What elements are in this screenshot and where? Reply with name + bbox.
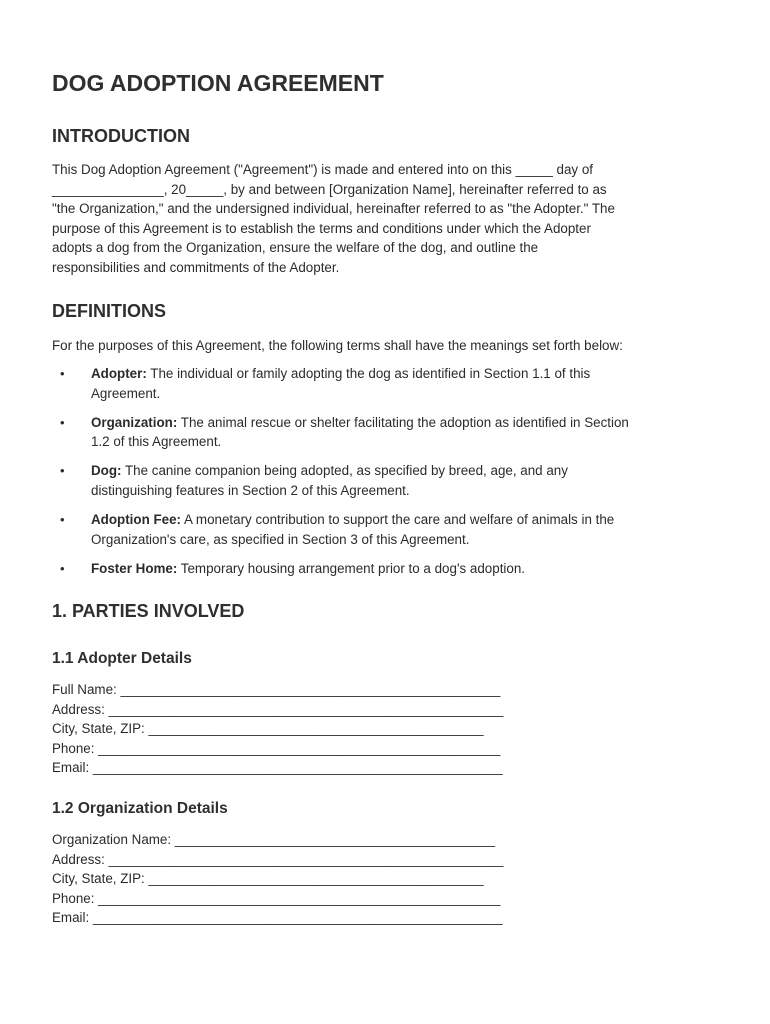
- organization-name-field[interactable]: Organization Name: ___________________________________________: [52, 832, 496, 847]
- definition-term: Adopter:: [91, 366, 147, 381]
- email-field[interactable]: Email: _______________________________________________________: [52, 760, 503, 776]
- phone-field[interactable]: Phone: ______________________________________________________: [52, 740, 501, 756]
- adopter-details-form: [52, 680, 503, 778]
- full-name-field[interactable]: Full Name: ___________________________________________________: [52, 682, 501, 697]
- list-item: [52, 559, 720, 579]
- intro-line: responsibilities and commitments of the Adopter.: [52, 259, 340, 275]
- bullet-icon: •: [60, 414, 65, 430]
- definitions-list: [52, 364, 720, 588]
- definitions-heading: DEFINITIONS: [52, 301, 167, 321]
- definition-text: The canine companion being adopted, as specified by breed, age, and any: [121, 463, 568, 479]
- city-state-zip-field[interactable]: City, State, ZIP: _____________________________________________: [52, 721, 484, 737]
- definition-text: The individual or family adopting the dog as identified in Section 1.1 of this: [146, 366, 591, 381]
- introduction-heading: INTRODUCTION: [52, 126, 190, 146]
- intro-line: _______________, 20_____, by and between [Organization Name], hereinafter referred to as: [52, 181, 607, 197]
- definition-text: Organization's care, as specified in Section 3 of this Agreement.: [91, 531, 470, 547]
- intro-line: This Dog Adoption Agreement ("Agreement") is made and entered into on this _____ day of: [52, 162, 593, 177]
- introduction-paragraph: [52, 160, 716, 278]
- adopter-details-heading: 1.1 Adopter Details: [52, 650, 192, 667]
- bullet-icon: •: [60, 366, 65, 381]
- bullet-icon: •: [60, 560, 65, 576]
- definition-term: Organization:: [91, 414, 178, 430]
- organization-details-form: [52, 830, 503, 928]
- bullet-icon: •: [60, 463, 65, 479]
- definition-text: A monetary contribution to support the care and welfare of animals in the: [181, 512, 615, 528]
- definition-text: Temporary housing arrangement prior to a dog's adoption.: [177, 560, 526, 576]
- definition-term: Adoption Fee:: [91, 512, 182, 528]
- parties-heading: 1. PARTIES INVOLVED: [52, 601, 245, 621]
- list-item: [52, 364, 720, 403]
- address-field[interactable]: Address: _____________________________________________________: [52, 701, 504, 717]
- definition-text: Agreement.: [91, 385, 161, 401]
- intro-line: adopts a dog from the Organization, ensure the welfare of the dog, and outline the: [52, 240, 539, 256]
- definition-text: distinguishing features in Section 2 of this Agreement.: [91, 482, 410, 498]
- intro-line: "the Organization," and the undersigned individual, hereinafter referred to as "the Adopter." The: [52, 201, 615, 217]
- email-field[interactable]: Email: _______________________________________________________: [52, 910, 503, 926]
- definition-term: Foster Home:: [91, 560, 178, 576]
- list-item: [52, 461, 720, 500]
- document-title: DOG ADOPTION AGREEMENT: [52, 70, 384, 96]
- definitions-intro: For the purposes of this Agreement, the following terms shall have the meanings set forth below:: [52, 338, 623, 353]
- list-item: [52, 413, 720, 452]
- organization-details-heading: 1.2 Organization Details: [52, 800, 228, 817]
- list-item: [52, 510, 720, 549]
- definition-term: Dog:: [91, 463, 122, 479]
- intro-line: purpose of this Agreement is to establish the terms and conditions under which the Adopter: [52, 220, 591, 236]
- address-field[interactable]: Address: _____________________________________________________: [52, 851, 504, 867]
- phone-field[interactable]: Phone: ______________________________________________________: [52, 890, 501, 906]
- definition-text: 1.2 of this Agreement.: [91, 434, 222, 450]
- definition-text: The animal rescue or shelter facilitating the adoption as identified in Section: [177, 414, 629, 430]
- city-state-zip-field[interactable]: City, State, ZIP: _____________________________________________: [52, 871, 484, 887]
- bullet-icon: •: [60, 512, 65, 528]
